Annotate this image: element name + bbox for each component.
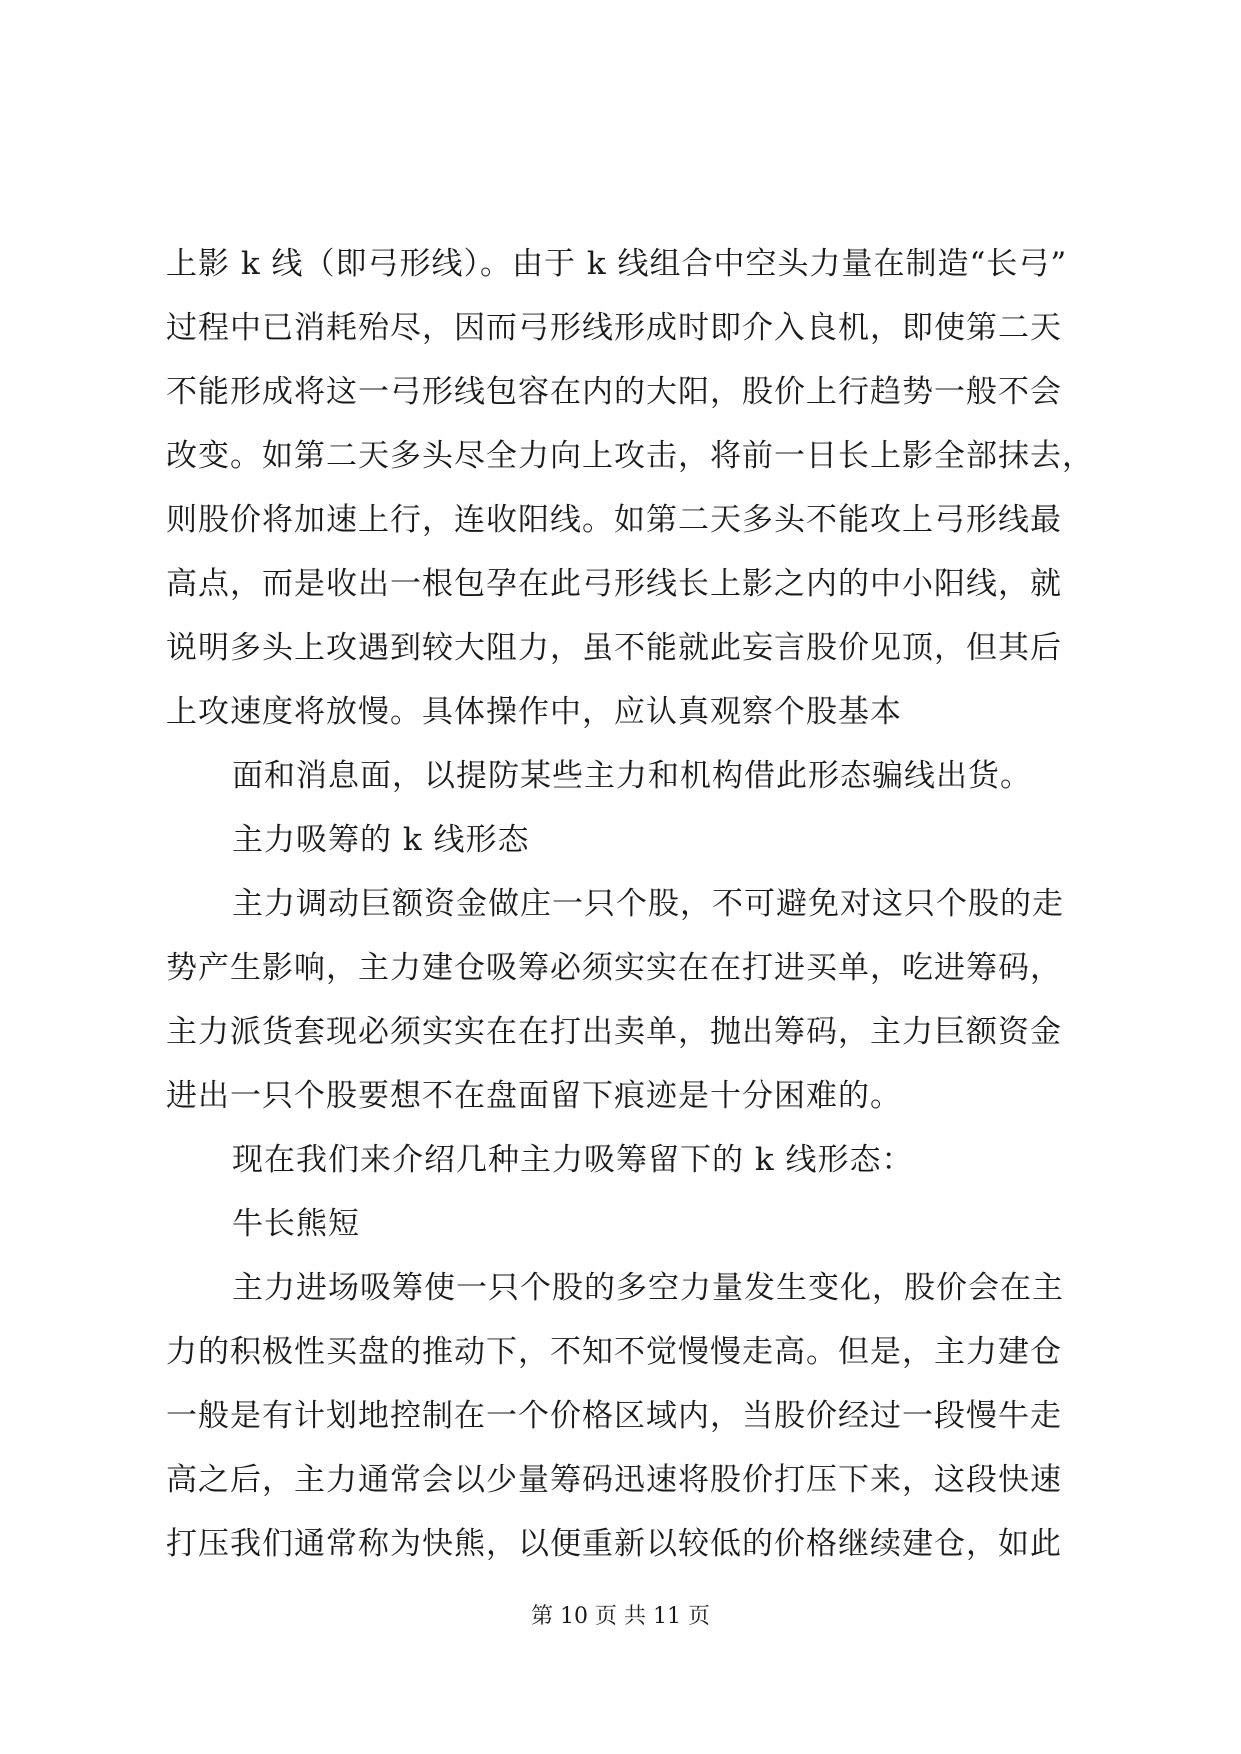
body-text: [166, 232, 1094, 1576]
text-line: 进出一只个股要想不在盘面留下痕迹是十分困难的。: [166, 1078, 902, 1114]
text-line: 力的积极性买盘的推动下，不知不觉慢慢走高。但是，主力建仓: [166, 1334, 1062, 1370]
text-line: 主力派货套现必须实实在在打出卖单，抛出筹码，主力巨额资金: [166, 1014, 1062, 1050]
text-line: 主力进场吸筹使一只个股的多空力量发生变化，股价会在主: [232, 1270, 1064, 1306]
section-heading: 主力吸筹的 k 线形态: [232, 822, 530, 858]
text-line: 面和消息面，以提防某些主力和机构借此形态骗线出货。: [232, 758, 1032, 794]
text-line: 过程中已消耗殆尽，因而弓形线形成时即介入良机，即使第二天: [166, 310, 1062, 346]
text-line: 高点，而是收出一根包孕在此弓形线长上影之内的中小阳线，就: [166, 566, 1062, 602]
text-line: 改变。如第二天多头尽全力向上攻击，将前一日长上影全部抹去，: [166, 438, 1094, 474]
text-line: 一般是有计划地控制在一个价格区域内，当股价经过一段慢牛走: [166, 1398, 1062, 1434]
text-line: 打压我们通常称为快熊，以便重新以较低的价格继续建仓，如此: [166, 1526, 1062, 1562]
text-line: 不能形成将这一弓形线包容在内的大阳，股价上行趋势一般不会: [166, 374, 1062, 410]
text-line: 则股价将加速上行，连收阳线。如第二天多头不能攻上弓形线最: [166, 502, 1062, 538]
text-line: 上攻速度将放慢。具体操作中，应认真观察个股基本: [166, 694, 902, 730]
text-line: 势产生影响，主力建仓吸筹必须实实在在打进买单，吃进筹码，: [166, 950, 1062, 986]
text-line: 现在我们来介绍几种主力吸筹留下的 k 线形态：: [232, 1142, 914, 1178]
text-line: 主力调动巨额资金做庄一只个股，不可避免对这只个股的走: [232, 886, 1064, 922]
section-heading: 牛长熊短: [232, 1206, 360, 1242]
text-line: 高之后，主力通常会以少量筹码迅速将股价打压下来，这段快速: [166, 1462, 1062, 1498]
text-line: 说明多头上攻遇到较大阻力，虽不能就此妄言股价见顶，但其后: [166, 630, 1062, 666]
page-footer: 第 10 页 共 11 页: [531, 1604, 710, 1629]
text-line: 上影 k 线（即弓形线）。由于 k 线组合中空头力量在制造“长弓”: [166, 246, 1068, 282]
